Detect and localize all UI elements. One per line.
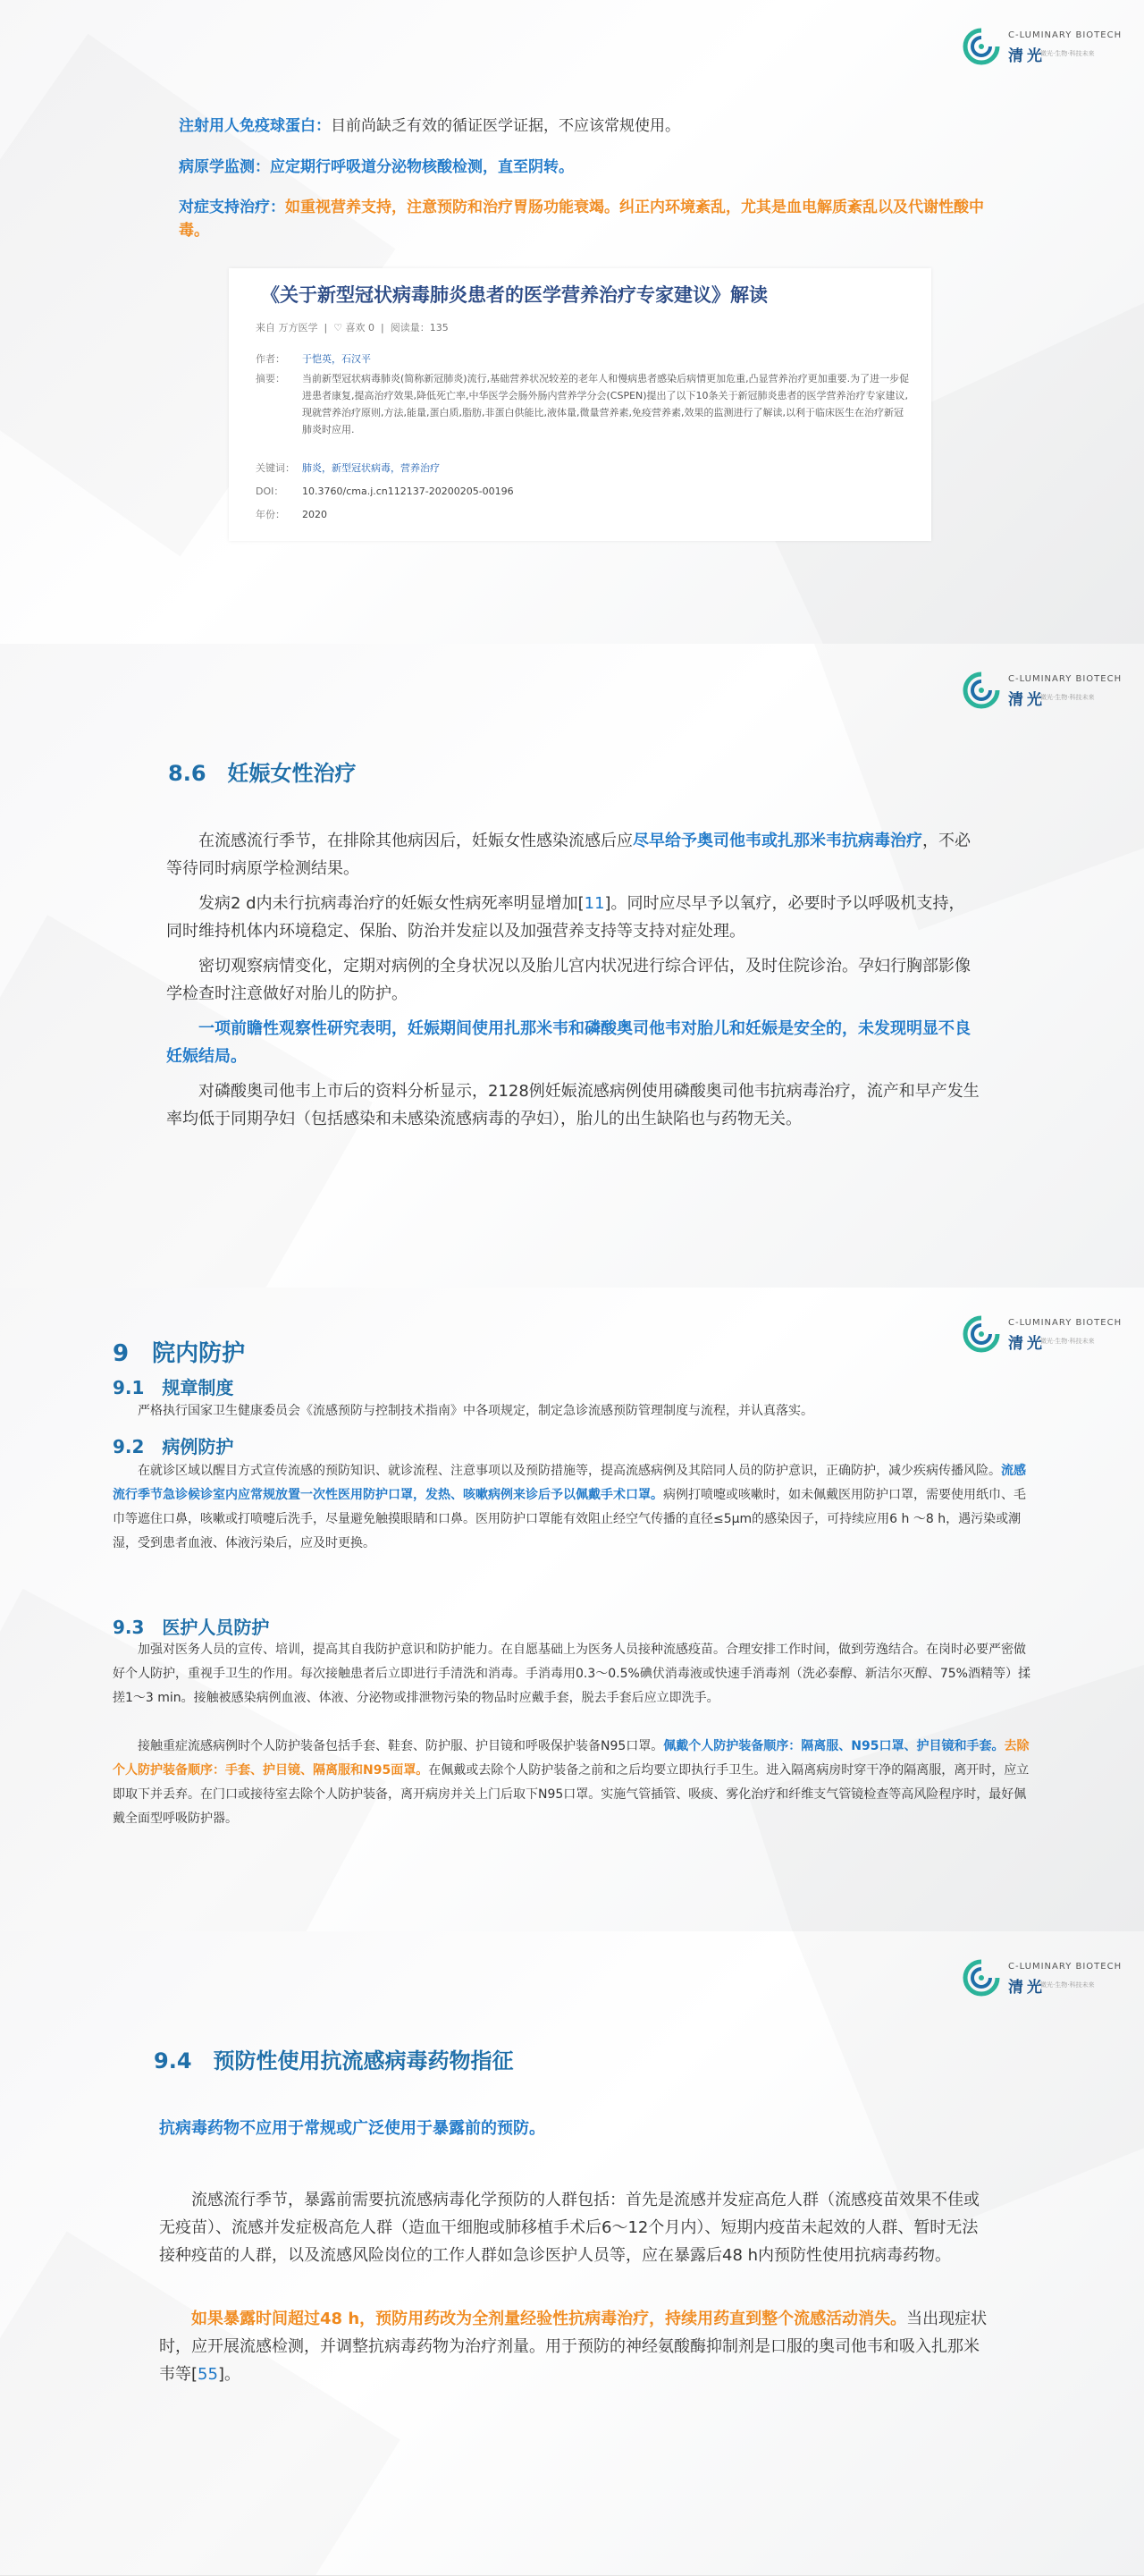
chapter-title: 9 院内防护 (113, 1340, 246, 1367)
brand-name-en: C-LUMINARY BIOTECH (1008, 674, 1123, 684)
paragraph-mortality (166, 890, 980, 945)
p92-part-a: 在就诊区域以醒目方式宣传流感的预防知识、就诊流程、注意事项以及预防措施等，提高流感病例及其陪同人员的防护意识，正确防护，减少疾病传播风险。 (138, 1464, 1001, 1478)
p93b-doffing: 去除个人防护装备顺序：手套、护目镜、隔离服和N95面罩。 (113, 1739, 1030, 1778)
p93b-part-a: 接触重症流感病例时个人防护装备包括手套、鞋套、防护服、护目镜和呼吸保护装备N95口罩。 (138, 1739, 664, 1753)
paragraph-9-3-b (113, 1735, 1033, 1831)
slide-4 (0, 1931, 1144, 2576)
brand-tagline: 微光·生物·科技未来 (1040, 50, 1095, 57)
paragraph-preexposure (159, 2186, 990, 2269)
doi-label: DOI： (256, 486, 284, 497)
article-year: 2020 (302, 509, 327, 520)
brand-logo (960, 1313, 1123, 1357)
p91-text: 严格执行国家卫生健康委员会《流感预防与控制技术指南》中各项规定，制定急诊流感预防管理制度与流程，并认真落实。 (138, 1404, 813, 1418)
paragraph-monitoring (166, 952, 980, 1008)
paragraph-postexposure (159, 2305, 990, 2388)
p2-part-b: ]。同时应尽早予以氧疗，必要时予以呼吸机支持，同时维持机体内环境稳定、保胎、防治并发症以及加强营养支持等支持对症处理。 (166, 894, 965, 941)
ivig-paragraph (179, 114, 983, 138)
p93a-text: 加强对医务人员的宣传、培训，提高其自我防护意识和防护能力。在自愿基础上为医务人员接种流感疫苗。合理安排工作时间，做到劳逸结合。在岗时必要严密做好个人防护，重视手卫生的作用。每次接触患者后立即进行手清洗和消毒。手消毒用0.3～0.5%碘伏消毒液或快速手消毒剂（洗必泰醇、新洁尔灭醇、75%酒精等）揉搓1～3 min。接触被感染病例血液、体液、分泌物或排泄物污染的物品时应戴手套，脱去手套后应立即洗手。 (113, 1643, 1030, 1705)
paragraph-lead (159, 2115, 990, 2142)
article-authors[interactable]: 于恺英，石汉平 (302, 353, 371, 365)
p92-part-c: 病例打喷嚏或咳嗽时，如未佩戴医用防护口罩，需要使用纸巾、毛巾等遮住口鼻，咳嗽或打喷嚏后洗手，尽量避免触摸眼睛和口鼻。医用防护口罩能有效阻止经空气传播的直径≤5μm的感染因子，可持续应用6 h ～8 h，遇污染或潮湿，受到患者血液、体液污染后，应及时更换。 (113, 1488, 1026, 1550)
p1-part-c: ，不必等待同时病原学检测结果。 (166, 832, 971, 878)
article-abstract: 当前新型冠状病毒肺炎(简称新冠肺炎)流行,基础营养状况较差的老年人和慢病患者感染后病情更加危重,凸显营养治疗更加重要.为了进一步促进患者康复,提高治疗效果,降低死亡率,中华医学会肠外肠内营养学分会(CSPEN)提出了以下10条关于新冠肺炎患者的医学营养治疗专家建议,现就营养治疗原则,方法,能量,蛋白质,脂肪,非蛋白供能比,液体量,微量营养素,免疫营养素,效果的监测进行了解读,以利于临床医生在治疗新冠肺炎时应用. (302, 373, 910, 435)
p1-highlight: 尽早给予奥司他韦或扎那米韦抗病毒治疗 (633, 832, 922, 850)
brand-logo (960, 669, 1123, 714)
paragraph-postmarketing (166, 1077, 980, 1133)
paragraph-study (166, 1015, 980, 1070)
article-doi: 10.3760/cma.j.cn112137-20200205-00196 (302, 486, 514, 497)
article-card (229, 268, 931, 541)
brand-mark-icon (960, 1313, 1003, 1356)
brand-logo (960, 1956, 1123, 2001)
paragraph-9-2 (113, 1459, 1033, 1556)
article-reads: 阅读量：135 (390, 322, 449, 334)
lead-highlight: 抗病毒药物不应用于常规或广泛使用于暴露前的预防。 (159, 2119, 545, 2138)
ivig-label: 注射用人免疫球蛋白： (179, 117, 331, 135)
brand-name-cn: 清光 (1008, 1979, 1046, 1997)
p2-part-a: 发病2 d内未行抗病毒治疗的妊娠女性病死率明显增加[ (198, 894, 585, 913)
paragraph-9-1 (113, 1399, 1033, 1423)
p92-highlight: 流感流行季节急诊候诊室内应常规放置一次性医用防护口罩，发热、咳嗽病例来诊后予以佩戴手术口罩。 (113, 1464, 1026, 1502)
paragraph-9-3-a (113, 1638, 1033, 1710)
support-text: 如重视营养支持，注意预防和治疗胃肠功能衰竭。纠正内环境紊乱，尤其是血电解质紊乱以及代谢性酸中毒。 (179, 198, 984, 240)
p93b-donning: 佩戴个人防护装备顺序：隔离服、N95口罩、护目镜和手套。 (663, 1739, 1005, 1753)
support-paragraph (179, 196, 1001, 242)
brand-mark-icon (960, 25, 1003, 68)
p2-highlight: 如果暴露时间超过48 h，预防用药改为全剂量经验性抗病毒治疗，持续用药直到整个流感活动消失。 (191, 2310, 907, 2328)
monitor-text: 应定期行呼吸道分泌物核酸检测，直至阴转。 (270, 158, 574, 176)
brand-tagline: 微光·生物·科技未来 (1040, 1338, 1095, 1345)
article-keywords[interactable]: 肺炎，新型冠状病毒，营养治疗 (302, 462, 440, 474)
slide-1 (0, 0, 1144, 645)
section-title: 9.4 预防性使用抗流感病毒药物指征 (154, 2048, 514, 2073)
article-meta: 来自 万方医学 | ♡ 喜欢 0 | 阅读量：135 (256, 322, 449, 334)
article-year-row (256, 506, 327, 523)
p3-text: 密切观察病情变化，定期对病例的全身状况以及胎儿宫内状况进行综合评估，及时住院诊治。孕妇行胸部影像学检查时注意做好对胎儿的防护。 (166, 957, 971, 1003)
article-title[interactable]: 《关于新型冠状病毒肺炎患者的医学营养治疗专家建议》解读 (261, 284, 768, 306)
p1-part-a: 在流感流行季节，在排除其他病因后，妊娠女性感染流感后应 (198, 832, 633, 850)
year-label: 年份： (256, 509, 285, 520)
p1-text: 流感流行季节，暴露前需要抗流感病毒化学预防的人群包括：首先是流感并发症高危人群（流感疫苗效果不佳或无疫苗）、流感并发症极高危人群（造血干细胞或肺移植手术后6～12个月内）、短期内疫苗未起效的人群、暂时无法接种疫苗的人群，以及流感风险岗位的工作人群如急诊医护人员等，应在暴露后48 h内预防性使用抗病毒药物。 (159, 2191, 980, 2265)
section-title: 8.6 妊娠女性治疗 (168, 761, 357, 786)
reference-link[interactable]: 55 (198, 2365, 218, 2384)
background-facet (0, 2231, 400, 2576)
p4-highlight: 一项前瞻性观察性研究表明，妊娠期间使用扎那米韦和磷酸奥司他韦对胎儿和妊娠是安全的，未发现明显不良妊娠结局。 (166, 1019, 971, 1066)
brand-mark-icon (960, 1956, 1003, 1999)
brand-name-en: C-LUMINARY BIOTECH (1008, 30, 1123, 40)
brand-name-en: C-LUMINARY BIOTECH (1008, 1962, 1123, 1972)
section-9-1-title: 9.1 规章制度 (113, 1377, 234, 1398)
abstract-label: 摘要： (256, 373, 285, 384)
article-abstract-row (256, 370, 910, 438)
paragraph-treatment (166, 827, 980, 883)
author-label: 作者： (256, 353, 285, 365)
p93b-part-d: 在佩戴或去除个人防护装备之前和之后均要立即执行手卫生。进入隔离病房时穿干净的隔离服，离开时，应立即取下并丢弃。在门口或接待室去除个人防护装备，离开病房并关上门后取下N95口罩。实施气管插管、吸痰、雾化治疗和纤维支气管镜检查等高风险程序时，最好佩戴全面型呼吸防护器。 (113, 1763, 1030, 1826)
support-label: 对症支持治疗： (179, 198, 285, 216)
brand-logo (960, 25, 1123, 70)
p5-text: 对磷酸奥司他韦上市后的资料分析显示，2128例妊娠流感病例使用磷酸奥司他韦抗病毒治疗，流产和早产发生率均低于同期孕妇（包括感染和未感染流感病毒的孕妇），胎儿的出生缺陷也与药物无关。 (166, 1082, 980, 1128)
brand-name-cn: 清光 (1008, 691, 1046, 709)
brand-tagline: 微光·生物·科技未来 (1040, 694, 1095, 701)
article-author-row (256, 351, 371, 367)
brand-name-cn: 清光 (1008, 47, 1046, 65)
article-keywords-row (256, 460, 440, 477)
keywords-label: 关键词： (256, 462, 295, 474)
slide-3 (0, 1288, 1144, 1932)
brand-mark-icon (960, 669, 1003, 712)
monitor-label: 病原学监测： (179, 158, 270, 176)
ivig-text: 目前尚缺乏有效的循证医学证据，不应该常规使用。 (331, 117, 680, 135)
brand-name-en: C-LUMINARY BIOTECH (1008, 1318, 1123, 1328)
p2-part-b: 当出现症状时，应开展流感检测，并调整抗病毒药物为治疗剂量。用于预防的神经氨酸酶抑制剂是口服的奥司他韦和吸入扎那米韦等[ (159, 2310, 988, 2384)
monitor-paragraph (179, 156, 983, 179)
section-9-2-title: 9.2 病例防护 (113, 1436, 234, 1457)
article-doi-row (256, 483, 514, 500)
article-likes[interactable]: ♡ 喜欢 0 (333, 322, 375, 334)
brand-tagline: 微光·生物·科技未来 (1040, 1981, 1095, 1989)
article-source: 来自 万方医学 (256, 322, 318, 334)
slide-2 (0, 644, 1144, 1288)
section-9-3-title: 9.3 医护人员防护 (113, 1617, 270, 1638)
brand-name-cn: 清光 (1008, 1335, 1046, 1353)
p2-part-c: ]。 (217, 2365, 240, 2384)
reference-link[interactable]: 11 (584, 894, 605, 913)
